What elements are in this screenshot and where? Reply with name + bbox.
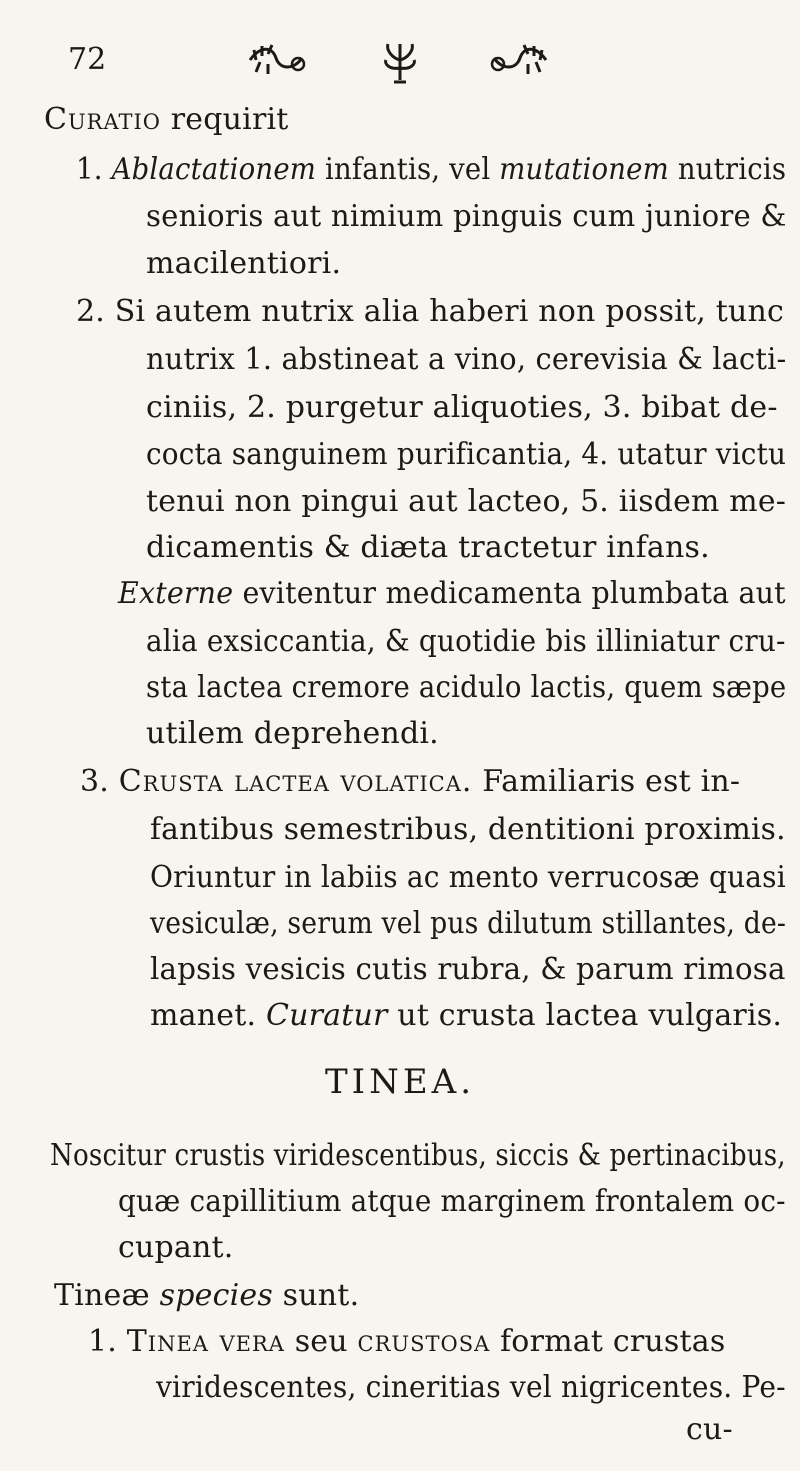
curatio-label: Curatio	[44, 102, 161, 137]
species-text: sunt.	[272, 1278, 360, 1313]
item3-title: Crusta lactea volatica.	[118, 764, 473, 799]
curatio-item3-line4: vesiculæ, serum vel pus dilutum stillantes, de-	[150, 906, 787, 941]
floral-ornament-right-icon	[488, 40, 550, 80]
curatio-item3-line1	[80, 760, 740, 804]
tinea-item1-line1	[88, 1320, 725, 1364]
section-heading-tinea: TINEA.	[324, 1062, 476, 1102]
curatio-item3-line5: lapsis vesicis cutis rubra, & parum rimosa	[150, 952, 786, 987]
item-text: infantis, vel	[316, 152, 500, 187]
item-title: crustosa	[357, 1324, 491, 1359]
externe-line3: sta lactea cremore acidulo lactis, quem sæpe	[146, 670, 787, 705]
tinea-para1-line1: Noscitur crustis viridescentibus, siccis & pertinacibus,	[50, 1138, 786, 1173]
item-number: 1.	[88, 1324, 118, 1359]
curatio-item2-line5: tenui non pingui aut lacteo, 5. iisdem me-	[146, 484, 787, 519]
curatio-item2-line3: ciniis, 2. purgetur aliquoties, 3. bibat de-	[146, 390, 778, 425]
curatio-item2-line6: dicamentis & diæta tractetur infans.	[146, 530, 710, 565]
curatio-item2-line2: nutrix 1. abstineat a vino, cerevisia & lacti-	[146, 342, 787, 377]
floral-ornament-center-icon	[380, 40, 420, 86]
page-number: 72	[68, 42, 107, 77]
externe-term: Externe	[118, 576, 234, 611]
curatio-heading-line	[44, 98, 289, 142]
item-number: 2.	[76, 294, 106, 329]
tinea-para1-line3: cupant.	[118, 1230, 234, 1265]
item-text: Si autem nutrix alia haberi non possit, tunc	[105, 294, 784, 329]
item-number: 3.	[80, 764, 110, 799]
curatio-item3-line2: fantibus semestribus, dentitioni proximis.	[150, 812, 786, 847]
item-text: Familiaris est in-	[472, 764, 741, 799]
item-text: format crustas	[490, 1324, 726, 1359]
tinea-item1-line2: viridescentes, cineritias vel nigricentes. Pe-	[156, 1370, 786, 1405]
item-text: nutricis	[668, 152, 787, 187]
item-text: seu	[284, 1324, 358, 1359]
curatio-item3-line3: Oriuntur in labiis ac mento verrucosæ quasi	[150, 860, 786, 895]
curatio-item3-line6	[150, 994, 782, 1038]
externe-line4: utilem deprehendi.	[146, 716, 439, 751]
curatio-item2-line4: cocta sanguinem purificantia, 4. utatur victu	[146, 437, 787, 472]
species-text: Tineæ	[54, 1278, 160, 1313]
externe-text: evitentur medicamenta plumbata aut	[233, 576, 786, 611]
item-title: Tinea vera	[126, 1324, 285, 1359]
curatio-item1-line3: macilentiori.	[146, 246, 342, 281]
floral-ornament-left-icon	[246, 40, 308, 80]
curatio-intro-text: requirit	[161, 102, 289, 137]
tinea-para1-line2: quæ capillitium atque marginem frontalem oc-	[118, 1184, 786, 1219]
tinea-species-line	[54, 1274, 359, 1318]
curatio-item2-line1	[76, 290, 784, 334]
catchword: cu-	[686, 1412, 733, 1447]
item-term: Curatur	[265, 998, 388, 1033]
externe-line1	[118, 572, 786, 616]
curatio-item1-line1	[76, 148, 786, 192]
item-number: 1.	[76, 152, 103, 187]
item-term: Ablactationem	[111, 152, 317, 187]
item-text: ut crusta lactea vulgaris.	[387, 998, 783, 1033]
externe-line2: alia exsiccantia, & quotidie bis illiniatur cru-	[146, 624, 786, 659]
curatio-item1-line2: senioris aut nimium pinguis cum juniore &	[146, 199, 787, 234]
species-term: species	[159, 1278, 273, 1313]
item-term: mutationem	[499, 152, 669, 187]
item-text: manet.	[150, 998, 266, 1033]
